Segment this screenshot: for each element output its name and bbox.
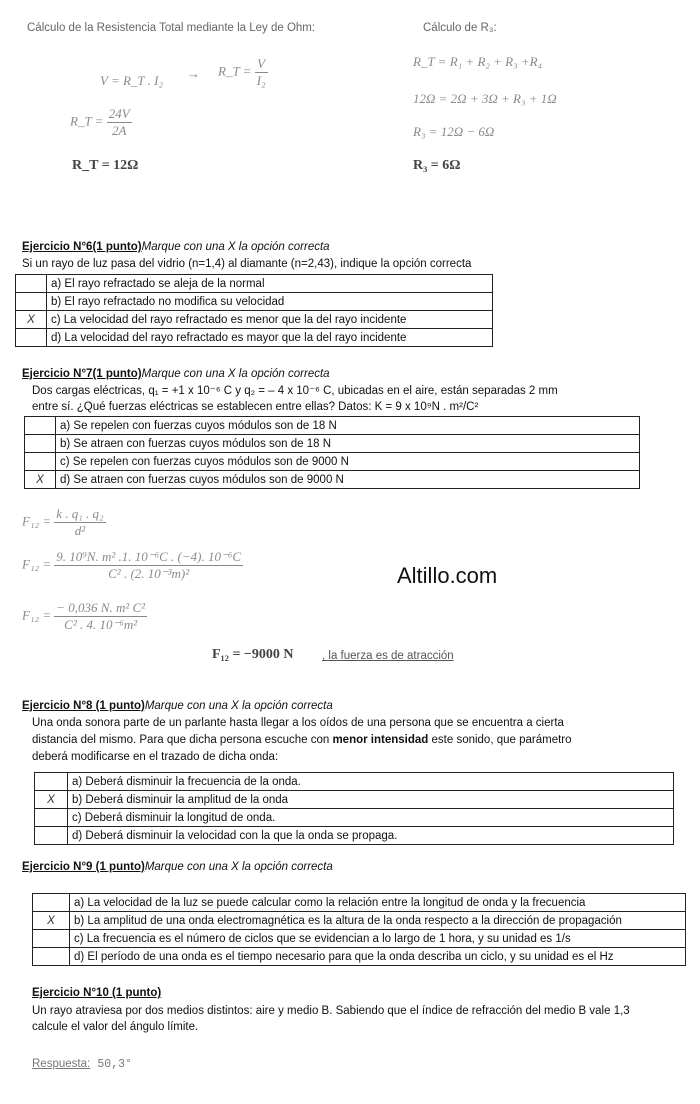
option-text: c) Se repelen con fuerzas cuyos módulos son de 9000 N: [56, 453, 640, 471]
coulomb-result: F₁₂ = −9000 N: [212, 647, 294, 662]
option-row[interactable]: [35, 827, 674, 845]
ohm-eq4: R_T = 12Ω: [72, 158, 139, 173]
option-text: b) El rayo refractado no modifica su velocidad: [47, 293, 493, 311]
ohm-title: Cálculo de la Resistencia Total mediante la Ley de Ohm:: [27, 22, 316, 34]
mark-cell[interactable]: [25, 453, 56, 471]
ex9-options: [32, 893, 686, 966]
ex8-question-2: distancia del mismo. Para que dicha persona escuche con menor intensidad este sonido, que parámetro: [32, 734, 572, 746]
coulomb-eq2: F₁₂ = $\frac{\text{9. 10⁹N. m² .1. 10⁻⁶C . (−4). 10⁻⁶C}}{\text{C² . (2. 10⁻³m)²}}$: [22, 549, 242, 581]
ex7-question-2: entre sí. ¿Qué fuerzas eléctricas se establecen entre ellas? Datos: K = 9 x 10⁹N . m²/C²: [32, 401, 479, 413]
option-row[interactable]: [35, 791, 674, 809]
mark-cell[interactable]: [33, 930, 70, 948]
mark-cell[interactable]: [33, 948, 70, 966]
ex6-title: Ejercicio N°6(1 punto)Marque con una X la opción correcta: [22, 241, 330, 253]
answer: [32, 1058, 132, 1071]
ex6-question: Si un rayo de luz pasa del vidrio (n=1,4) al diamante (n=2,43), indique la opción correcta: [22, 258, 472, 270]
option-text: c) La velocidad del rayo refractado es menor que la del rayo incidente: [47, 311, 493, 329]
r3-eq2: 12Ω = 2Ω + 3Ω + R₃ + 1Ω: [413, 91, 557, 106]
r3-eq1: R_T = R₁ + R₂ + R₃ +R₄: [413, 54, 543, 69]
mark-cell[interactable]: [25, 435, 56, 453]
ohm-eq3: R_T = $\frac{24V}{2A}$: [70, 106, 130, 138]
ex10-question-2: calcule el valor del ángulo límite.: [32, 1021, 199, 1033]
mark-cell[interactable]: X: [25, 471, 56, 489]
mark-cell[interactable]: [35, 773, 68, 791]
option-row[interactable]: [33, 930, 686, 948]
ex10-title: Ejercicio N°10 (1 punto): [32, 987, 162, 999]
ohm-eq2: R_T = $\frac{V}{\text{I₂}}$: [218, 56, 266, 88]
ohm-eq1: V = R_T . I₂: [100, 73, 164, 88]
option-text: d) El período de una onda es el tiempo necesario para que la onda describa un ciclo, y su unidad es el Hz: [70, 948, 686, 966]
ex8-question-1: Una onda sonora parte de un parlante hasta llegar a los oídos de una persona que se encuentra a cierta: [32, 717, 564, 729]
ex8-question-3: deberá modificarse en el trazado de dicha onda:: [32, 751, 279, 763]
mark-cell[interactable]: X: [16, 311, 47, 329]
answer-value: 50,3°: [97, 1058, 132, 1071]
option-row[interactable]: [16, 311, 493, 329]
option-text: d) Se atraen con fuerzas cuyos módulos son de 9000 N: [56, 471, 640, 489]
option-row[interactable]: [25, 435, 640, 453]
ex7-question-1: Dos cargas eléctricas, q₁ = +1 x 10⁻⁶ C y q₂ = – 4 x 10⁻⁶ C, ubicadas en el aire, están separadas 2 mm: [32, 385, 558, 397]
mark-cell[interactable]: [33, 894, 70, 912]
option-text: b) Deberá disminuir la amplitud de la onda: [68, 791, 674, 809]
option-text: d) Deberá disminuir la velocidad con la que la onda se propaga.: [68, 827, 674, 845]
watermark: Altillo.com: [397, 563, 498, 588]
ex8-title: Ejercicio N°8 (1 punto)Marque con una X la opción correcta: [22, 700, 333, 712]
option-text: a) Se repelen con fuerzas cuyos módulos son de 18 N: [56, 417, 640, 435]
option-row[interactable]: [33, 894, 686, 912]
option-row[interactable]: [16, 329, 493, 347]
option-text: a) La velocidad de la luz se puede calcular como la relación entre la longitud de onda y la frecuencia: [70, 894, 686, 912]
option-row[interactable]: [35, 773, 674, 791]
ex10-question-1: Un rayo atraviesa por dos medios distintos: aire y medio B. Sabiendo que el índice de refracción del medio B vale 1,3: [32, 1005, 630, 1017]
mark-cell[interactable]: X: [33, 912, 70, 930]
option-row[interactable]: [35, 809, 674, 827]
mark-cell[interactable]: [35, 827, 68, 845]
option-text: d) La velocidad del rayo refractado es mayor que la del rayo incidente: [47, 329, 493, 347]
option-text: c) La frecuencia es el número de ciclos que se evidencian a lo largo de 1 hora, y su unidad es 1/s: [70, 930, 686, 948]
coulomb-eq3: F₁₂ = $\frac{\text{− 0,036 N. m² C²}}{\text{C² . 4. 10⁻⁶m²}}$: [22, 600, 146, 632]
r3-eq4: R₃ = 6Ω: [413, 158, 461, 173]
coulomb-result-text: , la fuerza es de atracción: [322, 650, 454, 662]
ex6-options: [15, 274, 493, 347]
option-text: a) El rayo refractado se aleja de la normal: [47, 275, 493, 293]
option-row[interactable]: [33, 948, 686, 966]
mark-cell[interactable]: [16, 329, 47, 347]
r3-eq3: R₃ = 12Ω − 6Ω: [413, 124, 495, 139]
arrow: →: [187, 66, 200, 81]
mark-cell[interactable]: [25, 417, 56, 435]
option-text: b) La amplitud de una onda electromagnética es la altura de la onda respecto a la dirección de propagación: [70, 912, 686, 930]
ex7-title: Ejercicio N°7(1 punto)Marque con una X la opción correcta: [22, 368, 330, 380]
mark-cell[interactable]: [16, 275, 47, 293]
option-row[interactable]: [33, 912, 686, 930]
mark-cell[interactable]: X: [35, 791, 68, 809]
option-row[interactable]: [25, 453, 640, 471]
mark-cell[interactable]: [16, 293, 47, 311]
option-row[interactable]: [16, 275, 493, 293]
coulomb-eq1: F₁₂ = $\frac{\text{k . q₁ . q₂}}{\text{d²}}$: [22, 506, 104, 538]
answer-label: Respuesta:: [32, 1058, 91, 1070]
option-row[interactable]: [25, 417, 640, 435]
r3-title: Cálculo de R₃:: [423, 22, 497, 34]
option-row[interactable]: [16, 293, 493, 311]
mark-cell[interactable]: [35, 809, 68, 827]
ex7-options: [24, 416, 640, 489]
ex8-options: [34, 772, 674, 845]
option-text: a) Deberá disminuir la frecuencia de la onda.: [68, 773, 674, 791]
option-text: c) Deberá disminuir la longitud de onda.: [68, 809, 674, 827]
ex9-title: Ejercicio N°9 (1 punto)Marque con una X la opción correcta: [22, 861, 333, 873]
option-row[interactable]: [25, 471, 640, 489]
option-text: b) Se atraen con fuerzas cuyos módulos son de 18 N: [56, 435, 640, 453]
